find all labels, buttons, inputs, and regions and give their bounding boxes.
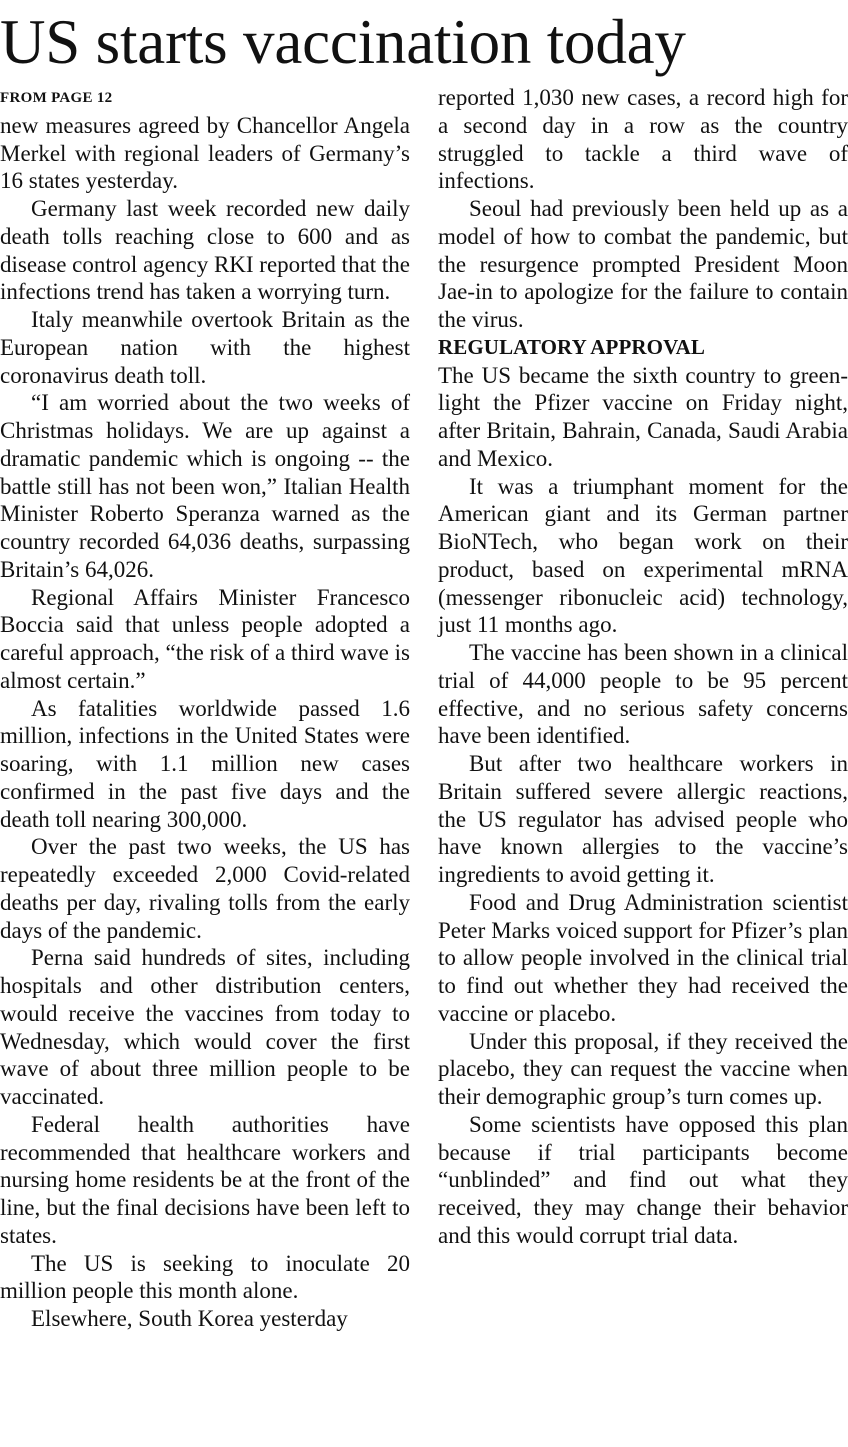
paragraph: The US is seeking to inoculate 20 million people this month alone. [0,1250,410,1304]
paragraph: “I am worried about the two weeks of Christmas holidays. We are up against a dramatic pandemic which is ongoing -- the battle still has not been won,” Italian Health Minister Roberto Speranza warned as the country recorded 64,036 deaths, surpassing Britain’s 64,026. [0,390,410,582]
right-column [438,84,848,1250]
paragraph: Perna said hundreds of sites, including hospitals and other distribution centers, would receive the vaccines from today to Wednesday, which would cover the first wave of about three million people to be vaccinated. [0,945,410,1109]
headline: US starts vaccination today [0,7,686,77]
paragraph: Seoul had previously been held up as a model of how to combat the pandemic, but the resurgence prompted President Moon Jae-in to apologize for the failure to contain the virus. [438,196,848,332]
paragraph: The vaccine has been shown in a clinical trial of 44,000 people to be 95 percent effective, and no serious safety concerns have been identified. [438,640,848,749]
paragraph: Food and Drug Administration scientist Peter Marks voiced support for Pfizer’s plan to allow people involved in the clinical trial to find out whether they had received the vaccine or placebo. [438,889,848,1026]
paragraph: Regional Affairs Minister Francesco Boccia said that unless people adopted a careful approach, “the risk of a third wave is almost certain.” [0,584,410,693]
paragraph: As fatalities worldwide passed 1.6 million, infections in the United States were soaring, with 1.1 million new cases confirmed in the past five days and the death toll nearing 300,000. [0,695,410,832]
paragraph: Some scientists have opposed this plan because if trial participants become “unblinded” and find out what they received, they may change their behavior and this would corrupt trial data. [438,1111,848,1248]
section-subhead: REGULATORY APPROVAL [438,334,706,359]
paragraph: Italy meanwhile overtook Britain as the European nation with the highest coronavirus death toll. [0,307,410,388]
jump-line: FROM PAGE 12 [0,90,113,106]
paragraph: Germany last week recorded new daily death tolls reaching close to 600 and as disease control agency RKI reported that the infections trend has taken a worrying turn. [0,196,411,305]
paragraph: Under this proposal, if they received the placebo, they can request the vaccine when their demographic group’s turn comes up. [438,1028,848,1109]
paragraph: Elsewhere, South Korea yesterday [31,1306,348,1331]
paragraph: But after two healthcare workers in Britain suffered severe allergic reactions, the US regulator has advised people who have known allergies to the vaccine’s ingredients to avoid getting it. [438,751,848,887]
paragraph: Over the past two weeks, the US has repeatedly exceeded 2,000 Covid-related deaths per day, rivaling tolls from the early days of the pandemic. [0,834,410,943]
paragraph: reported 1,030 new cases, a record high for a second day in a row as the country struggled to tackle a third wave of infections. [438,85,848,194]
paragraph: Federal health authorities have recommended that healthcare workers and nursing home residents be at the front of the line, but the final decisions have been left to states. [0,1111,410,1248]
paragraph: The US became the sixth country to green-light the Pfizer vaccine on Friday night, after Britain, Bahrain, Canada, Saudi Arabia and Mexico. [438,362,848,471]
left-column [0,84,410,1333]
paragraph: new measures agreed by Chancellor Angela Merkel with regional leaders of Germany’s 16 states yesterday. [0,112,410,194]
paragraph: It was a triumphant moment for the American giant and its German partner BioNTech, who began work on their product, based on experimental mRNA (messenger ribonucleic acid) technology, just 11 months ago. [438,473,848,638]
